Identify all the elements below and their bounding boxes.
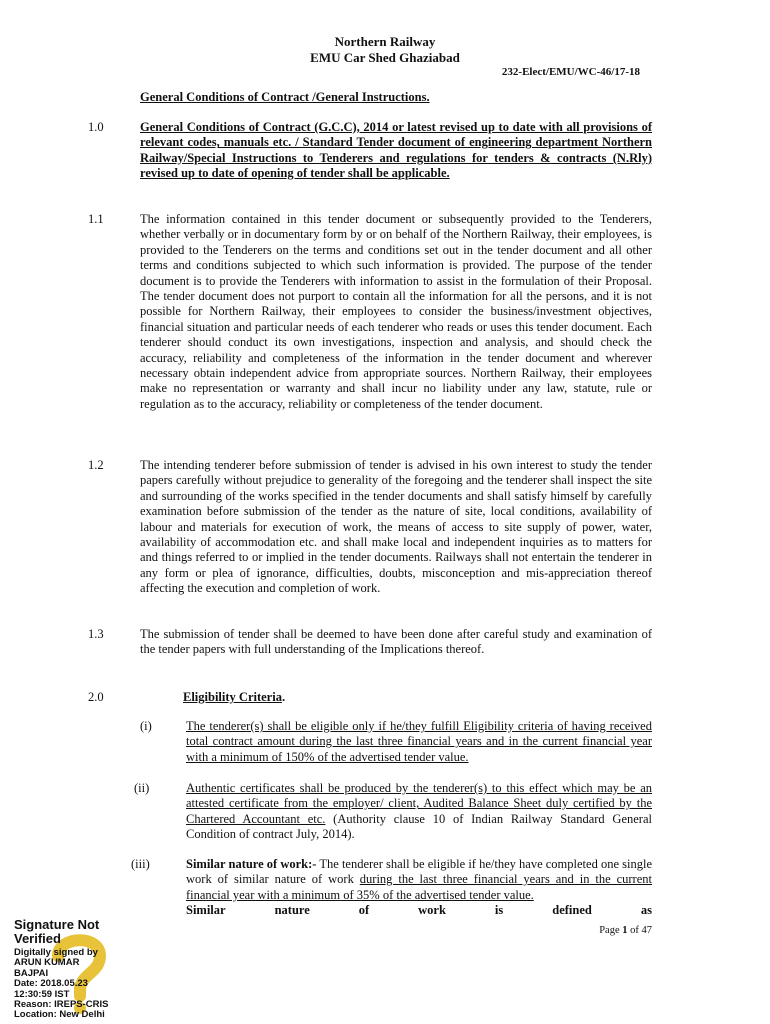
clause-1-2-text: The intending tenderer before submission of tender is advised in his own interest to study the tender papers carefully without prejudice to generality of the foregoing and the tenderer shall inspect the site and surrounding of the works specified in the tender documents and shall satisfy himself by carefully examination before submission of the tender as the nature of site, local conditions, availability of labour and materials for execution of work, the means of access to site supply of power, water, availability of accommodation etc. and shall make local and independent inquiries as to matters for and things referred to or implied in the tender documents. Railways shall not entertain the tenderer in any form or plea of ignorance, difficulties, doubts, misconception and mis-appreciation thereof affecting the execution and completion of work. [140, 458, 652, 596]
last-line-word: of [358, 903, 370, 918]
org-name: Northern Railway [334, 34, 436, 49]
last-line-word: is [494, 903, 504, 918]
item-i-text: The tenderer(s) shall be eligible only if he/they fulfill Eligibility criteria of having received total contract amount during the last three financial years and in the current financial year with a minimum of 150% of the advertised tender value. [186, 719, 652, 764]
item-iii-text-b: during the last three financial years and in the current financial year with a minimum of 35% of the advertised tender value. [186, 872, 652, 902]
clause-number-1-0: 1.0 [88, 120, 104, 134]
last-line-word: Similar [186, 903, 226, 918]
item-ii-text-plain: (Authority clause 10 of Indian Railway Standard General Condition of contract July, 2014). [186, 811, 652, 842]
unit-name: EMU Car Shed Ghaziabad [310, 50, 460, 65]
eligibility-criteria-title: Eligibility Criteria [183, 690, 282, 704]
signature-status-line-2: Verified [14, 931, 61, 946]
signature-line: BAJPAI [14, 967, 49, 979]
page-number [599, 925, 652, 936]
eligibility-criteria-title-suffix: . [281, 690, 286, 704]
page-current: 1 [622, 925, 628, 936]
item-iii-text [186, 857, 652, 919]
item-number-iii: (iii) [131, 857, 150, 871]
clause-1-1-text: The information contained in this tender document or subsequently provided to the Tenderers, whether verbally or in documentary form by or on behalf of the Northern Railway, their employees, is provided to the Tenderers on the terms and conditions set out in the tender document and all other terms and conditions subjected to which such information is provided. The purpose of the tender document is to provide the Tenderers with information to assist in the formulation of their Proposal. The tender document does not purport to contain all the information for all the persons, and it is not possible for Northern Railway, their employees to consider the business/investment objectives, financial situation and particular needs of each tenderer who reads or uses this tender document. Each tenderer should conduct its own investigations, inspection and analysis, and should check the accuracy, reliability and completeness of the information in the tender document and wherever necessary obtain independent advice from appropriate sources. Northern Railway, their employees make no representation or warranty and shall incur no liability under any law, statute, rule or regulation as to the accuracy, reliability or completeness of the tender document. [140, 212, 652, 411]
eligibility-criteria-heading [183, 690, 285, 705]
page-total: of 47 [627, 925, 652, 936]
last-line-word: defined [552, 903, 592, 918]
signature-line: Date: 2018.05.23 [14, 978, 88, 990]
item-number-i: (i) [140, 719, 152, 733]
item-number-ii: (ii) [134, 781, 150, 795]
digital-signature-stamp [14, 917, 124, 1021]
signature-line: Digitally signed by [14, 947, 98, 958]
clause-number-2-0: 2.0 [88, 690, 104, 704]
item-iii-lead: Similar nature of work:- [186, 857, 317, 871]
clause-1-0-text: General Conditions of Contract (G.C.C), 2014 or latest revised up to date with all provisions of relevant codes, manuals etc. / Standard Tender document of engineering department Northern Railway/Special Instructions to Tenderers and regulations for tenders & contracts (N.Rly) revised up to date of opening of tender shall be applicable. [140, 120, 652, 181]
item-iii-text-a: The tenderer shall be eligible if he/they have completed one single work of similar nature of work [186, 857, 652, 887]
signature-line: Location: New Delhi [14, 1009, 105, 1021]
item-iii-last-line [186, 903, 652, 918]
signature-line: 12:30:59 IST [14, 988, 70, 1000]
signature-status [14, 918, 99, 946]
last-line-word: as [640, 903, 652, 918]
clause-number-1-3: 1.3 [88, 627, 104, 641]
page-label: Page [599, 925, 623, 936]
last-line-word: nature [274, 903, 310, 918]
item-ii-text-underlined: Authentic certificates shall be produced by the tenderer(s) to this effect which may be an attested certificate from the employer/ client, Audited Balance Sheet duly certified by the Chartered Accountant etc. [186, 781, 652, 826]
clause-number-1-1: 1.1 [88, 212, 104, 226]
clause-1-3-text: The submission of tender shall be deemed to have been done after careful study and examination of the tender papers with full understanding of the Implications thereof. [140, 627, 652, 657]
signature-status-line-1: Signature Not [14, 917, 100, 932]
signature-line: Reason: IREPS-CRIS [14, 999, 109, 1011]
signature-details [14, 948, 109, 1021]
last-line-word: work [418, 903, 446, 918]
item-ii-text [186, 781, 652, 843]
signature-line: ARUN KUMAR [14, 957, 80, 969]
document-title: General Conditions of Contract /General Instructions. [140, 90, 430, 104]
clause-number-1-2: 1.2 [88, 458, 104, 472]
reference-number: 232-Elect/EMU/WC-46/17-18 [501, 66, 640, 78]
